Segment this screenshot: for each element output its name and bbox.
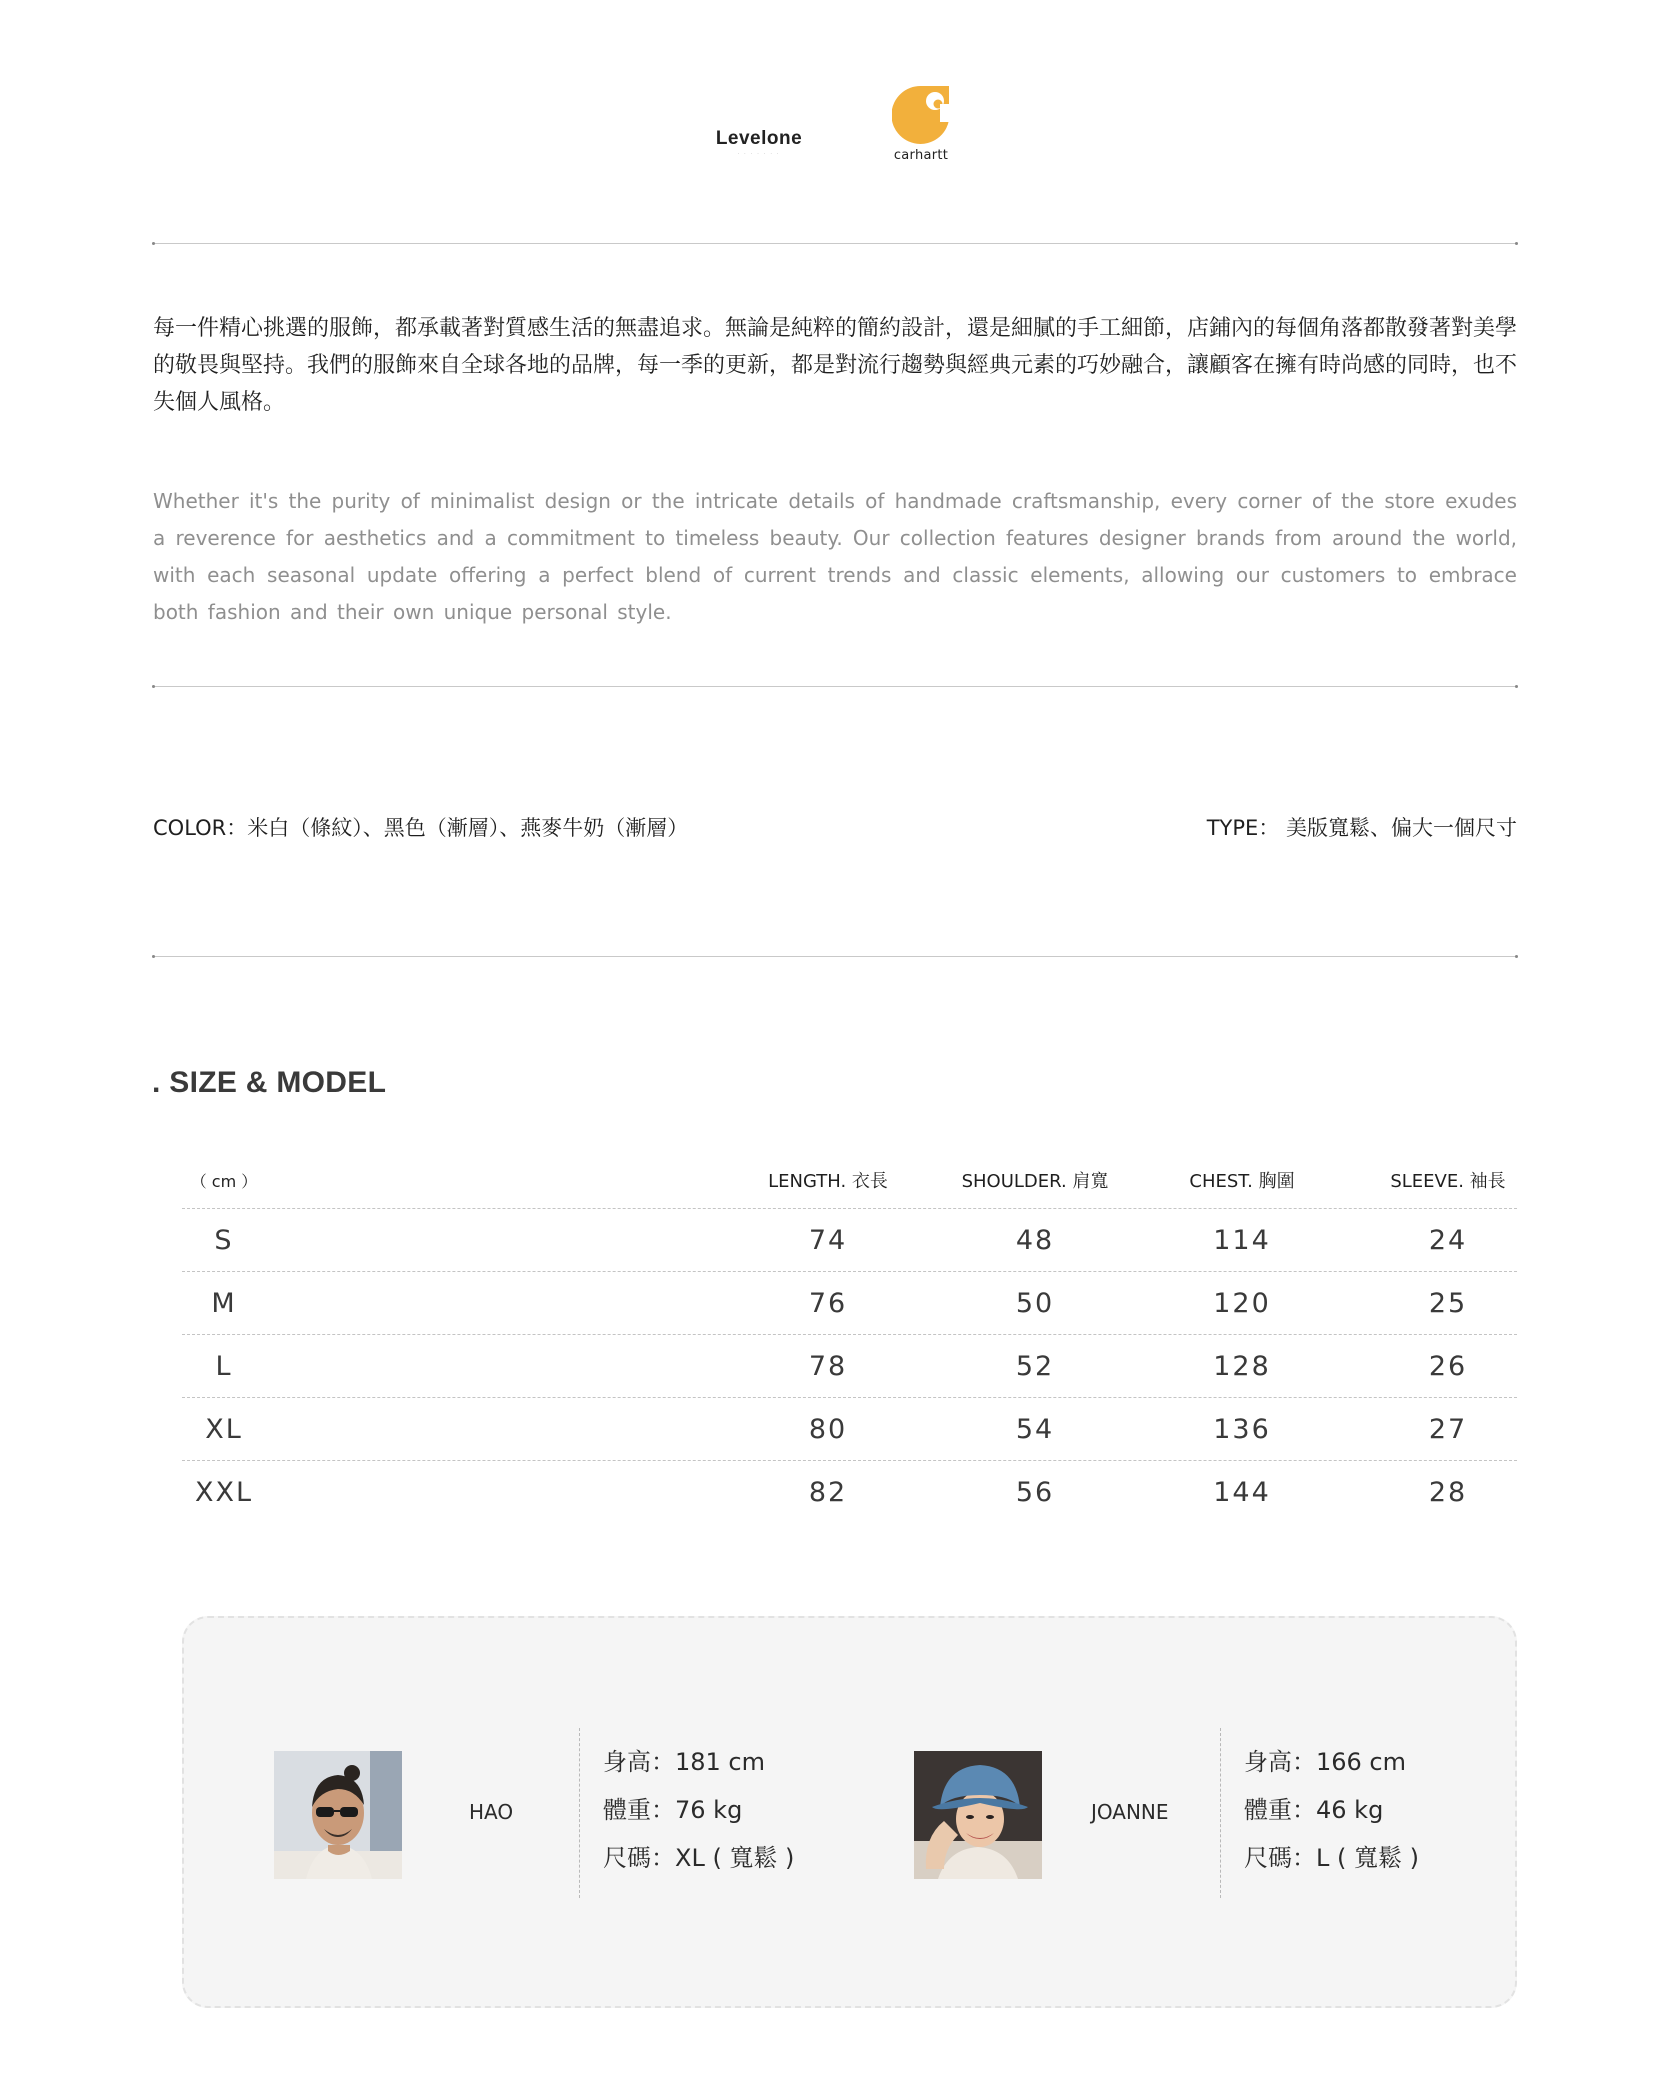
model-portrait-image xyxy=(274,1751,402,1879)
size-chart-table xyxy=(182,1152,1517,1523)
model-weight: 體重：46 kg xyxy=(1244,1796,1384,1824)
model-height: 身高：181 cm xyxy=(603,1748,766,1776)
model-stats xyxy=(1244,1738,1419,1882)
unit-label: （ cm ） xyxy=(190,1171,258,1191)
sleeve-value: 27 xyxy=(1428,1413,1468,1445)
divider xyxy=(1220,1728,1221,1898)
header-length: LENGTH. 衣長 xyxy=(768,1171,888,1192)
intro-english: Whether it's the purity of minimalist design or the intricate details of handmade craftsmanship, every corner of the store exudes a reverence for aesthetics and a commitment to timeless beauty. Our collection features designer brands from around the world, with each seasonal update offering a perfect blend of current trends and classic elements, allowing our customers to embrace both fashion and their own unique personal style. xyxy=(153,489,1517,624)
table-row xyxy=(182,1335,1517,1398)
shoulder-value: 48 xyxy=(1015,1224,1055,1256)
table-header-row xyxy=(182,1152,1517,1209)
length-value: 74 xyxy=(808,1224,848,1256)
model-stats xyxy=(603,1738,794,1882)
length-value: 82 xyxy=(808,1476,848,1508)
levelone-wordmark: Levelone xyxy=(715,128,803,149)
chest-value: 120 xyxy=(1213,1287,1271,1319)
shoulder-value: 50 xyxy=(1015,1287,1055,1319)
table-row xyxy=(182,1461,1517,1523)
table-row xyxy=(182,1272,1517,1335)
size-label: XL xyxy=(205,1413,243,1445)
color-options: COLOR：米白（條紋）、黑色（漸層）、燕麥牛奶（漸層） xyxy=(153,816,689,840)
carhartt-logo xyxy=(878,84,964,163)
brand-logos xyxy=(0,84,1664,174)
length-value: 76 xyxy=(808,1287,848,1319)
shoulder-value: 56 xyxy=(1015,1476,1055,1508)
carhartt-wordmark: carhartt xyxy=(893,148,949,163)
size-label: M xyxy=(211,1287,237,1319)
header-shoulder: SHOULDER. 肩寬 xyxy=(961,1171,1109,1192)
size-model-heading: . SIZE & MODEL xyxy=(152,1066,387,1099)
chest-value: 136 xyxy=(1213,1413,1271,1445)
intro-chinese: 每一件精心挑選的服飾，都承載著對質感生活的無盡追求。無論是純粹的簡約設計，還是細膩的手工細節，店鋪內的每個角落都散發著對美學的敬畏與堅持。我們的服飾來自全球各地的品牌，每一季的更新，都是對流行趨勢與經典元素的巧妙融合，讓顧客在擁有時尚感的同時，也不失個人風格。 xyxy=(153,316,1518,415)
length-value: 80 xyxy=(808,1413,848,1445)
divider xyxy=(153,956,1517,957)
chest-value: 114 xyxy=(1213,1224,1271,1256)
divider xyxy=(153,243,1517,244)
carhartt-c-icon xyxy=(892,84,950,146)
divider xyxy=(579,1728,580,1898)
model-photo-joanne xyxy=(914,1751,1042,1879)
model-info-panel xyxy=(182,1616,1517,2008)
model-photo-hao xyxy=(274,1751,402,1879)
model-size: 尺碼：L ( 寬鬆 ) xyxy=(1244,1844,1419,1872)
model-size: 尺碼：XL ( 寬鬆 ) xyxy=(603,1844,795,1872)
sleeve-value: 28 xyxy=(1428,1476,1468,1508)
length-value: 78 xyxy=(808,1350,848,1382)
sleeve-value: 26 xyxy=(1428,1350,1468,1382)
fit-type: TYPE： 美版寬鬆、偏大一個尺寸 xyxy=(1206,816,1517,840)
size-label: XXL xyxy=(194,1476,254,1508)
table-row xyxy=(182,1398,1517,1461)
model-name: HAO xyxy=(469,1800,514,1824)
shoulder-value: 52 xyxy=(1015,1350,1055,1382)
levelone-tagline: · · · · · · · xyxy=(737,151,781,156)
size-label: L xyxy=(215,1350,233,1382)
header-chest: CHEST. 胸圍 xyxy=(1189,1171,1295,1192)
size-label: S xyxy=(214,1224,234,1256)
chest-value: 144 xyxy=(1213,1476,1271,1508)
model-height: 身高：166 cm xyxy=(1244,1748,1407,1776)
levelone-logo xyxy=(703,128,815,156)
sleeve-value: 24 xyxy=(1428,1224,1468,1256)
divider xyxy=(153,686,1517,687)
chest-value: 128 xyxy=(1213,1350,1271,1382)
shoulder-value: 54 xyxy=(1015,1413,1055,1445)
model-name: JOANNE xyxy=(1091,1800,1169,1824)
table-row xyxy=(182,1209,1517,1272)
model-weight: 體重：76 kg xyxy=(603,1796,743,1824)
header-sleeve: SLEEVE. 袖長 xyxy=(1390,1171,1506,1192)
sleeve-value: 25 xyxy=(1428,1287,1468,1319)
model-portrait-image xyxy=(914,1751,1042,1879)
